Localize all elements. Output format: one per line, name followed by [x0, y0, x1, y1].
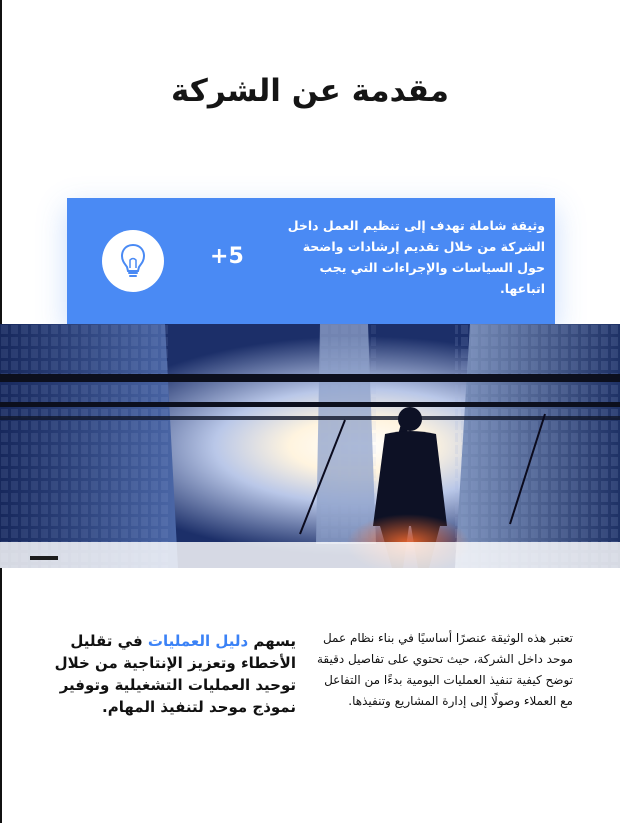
left-paragraph-prefix: يسهم: [248, 632, 296, 650]
lightbulb-badge: [102, 230, 164, 292]
office-skyline-image: [0, 324, 620, 568]
intro-stat-value: 5+: [210, 244, 244, 269]
intro-paragraph-right: تعتبر هذه الوثيقة عنصرًا أساسيًا في بناء نظام عمل موحد داخل الشركة، حيث تحتوي على تفاصيل دقيقة توضح كيفية تنفيذ العمليات اليومية بدءًا من التفاعل مع العملاء وصولًا إلى إدارة المشاريع وتنفيذها.: [317, 631, 573, 708]
left-paragraph-suffix: في تقليل الأخطاء وتعزيز الإنتاجية من خلال توحيد العمليات التشغيلية وتوفير نموذج موحد لتنفيذ المهام.: [54, 632, 296, 716]
intro-paragraph-left: [36, 630, 296, 718]
intro-box-description: وثيقة شاملة تهدف إلى تنظيم العمل داخل الشركة من خلال تقديم إرشادات واضحة حول السياسات والإجراءات التي يجب اتباعها.: [287, 218, 545, 296]
hero-office-photo: [0, 324, 620, 568]
lightbulb-icon: [119, 243, 147, 279]
operations-guide-highlight: دليل العمليات: [147, 632, 249, 650]
page-title: مقدمة عن الشركة: [171, 72, 449, 109]
intro-highlight-box: [67, 198, 555, 324]
